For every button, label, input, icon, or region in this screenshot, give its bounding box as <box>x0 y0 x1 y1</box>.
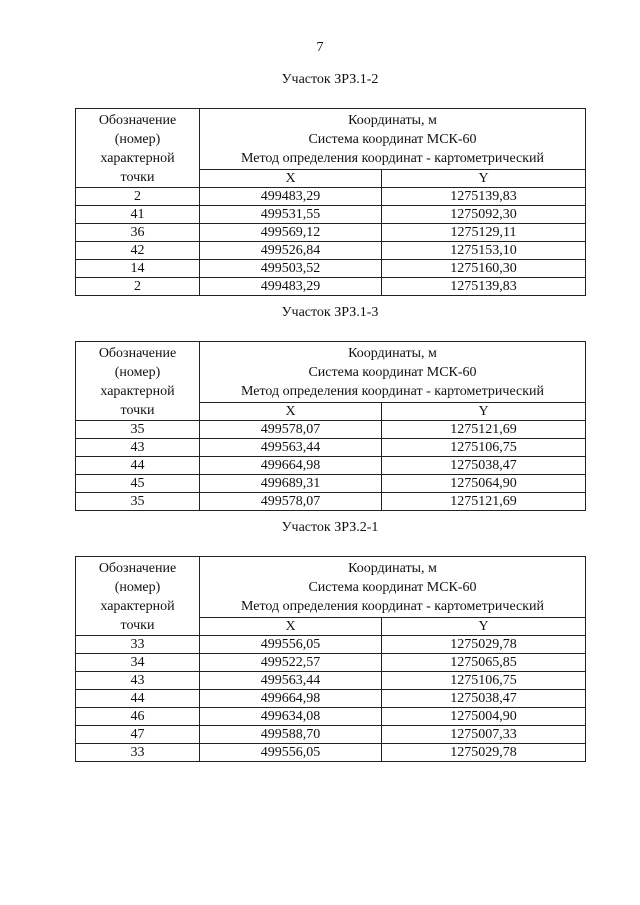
point-cell: 2 <box>76 188 200 206</box>
x-coordinate-cell: 499689,31 <box>200 475 382 493</box>
table-row <box>76 242 586 260</box>
y-coordinate-cell: 1275153,10 <box>382 242 586 260</box>
table-row <box>76 260 586 278</box>
table-header-row <box>76 557 586 618</box>
point-cell: 44 <box>76 457 200 475</box>
header-line: характерной <box>100 151 175 166</box>
x-coordinate-cell: 499483,29 <box>200 278 382 296</box>
table-row <box>76 224 586 242</box>
header-line: Метод определения координат - картометрический <box>241 151 545 166</box>
y-coordinate-cell: 1275160,30 <box>382 260 586 278</box>
table-row <box>76 672 586 690</box>
y-coordinate-cell: 1275121,69 <box>382 493 586 511</box>
header-line: точки <box>120 403 155 418</box>
y-coordinate-cell: 1275139,83 <box>382 188 586 206</box>
point-cell: 14 <box>76 260 200 278</box>
x-coordinate-cell: 499578,07 <box>200 493 382 511</box>
point-cell: 35 <box>76 493 200 511</box>
y-coordinate-cell: 1275065,85 <box>382 654 586 672</box>
x-coordinate-cell: 499522,57 <box>200 654 382 672</box>
point-cell: 36 <box>76 224 200 242</box>
header-line: Координаты, м <box>348 346 437 361</box>
x-coordinate-cell: 499588,70 <box>200 726 382 744</box>
coordinates-table <box>75 108 586 296</box>
section-title: Участок ЗРЗ.2-1 <box>281 520 379 535</box>
point-cell: 2 <box>76 278 200 296</box>
point-cell: 33 <box>76 636 200 654</box>
header-line: (номер) <box>114 132 161 147</box>
y-coordinate-cell: 1275106,75 <box>382 439 586 457</box>
x-coordinate-cell: 499563,44 <box>200 672 382 690</box>
y-coordinate-cell: 1275007,33 <box>382 726 586 744</box>
x-coordinate-cell: 499503,52 <box>200 260 382 278</box>
point-cell: 42 <box>76 242 200 260</box>
table-row <box>76 421 586 439</box>
header-line: точки <box>120 170 155 185</box>
table-header-row <box>76 342 586 403</box>
header-line: (номер) <box>114 580 161 595</box>
y-coordinate-cell: 1275029,78 <box>382 744 586 762</box>
table-row <box>76 726 586 744</box>
y-coordinate-cell: 1275139,83 <box>382 278 586 296</box>
point-designation-header <box>76 109 200 188</box>
table-row <box>76 744 586 762</box>
point-cell: 41 <box>76 206 200 224</box>
x-coordinate-cell: 499483,29 <box>200 188 382 206</box>
y-coordinate-cell: 1275106,75 <box>382 672 586 690</box>
header-line: Координаты, м <box>348 561 437 576</box>
table-row <box>76 439 586 457</box>
point-cell: 45 <box>76 475 200 493</box>
table-row <box>76 206 586 224</box>
y-coordinate-cell: 1275129,11 <box>382 224 586 242</box>
y-column-header: Y <box>382 617 586 635</box>
header-line: Система координат МСК-60 <box>308 132 477 147</box>
header-line: (номер) <box>114 365 161 380</box>
header-line: Координаты, м <box>348 113 437 128</box>
point-cell: 35 <box>76 421 200 439</box>
table-header-row <box>76 109 586 170</box>
y-coordinate-cell: 1275004,90 <box>382 708 586 726</box>
point-cell: 34 <box>76 654 200 672</box>
header-line: Обозначение <box>98 561 177 576</box>
x-coordinate-cell: 499563,44 <box>200 439 382 457</box>
coordinate-section <box>75 303 585 511</box>
header-line: Обозначение <box>98 346 177 361</box>
coordinates-header <box>200 342 586 403</box>
header-line: Система координат МСК-60 <box>308 365 477 380</box>
y-coordinate-cell: 1275029,78 <box>382 636 586 654</box>
point-cell: 43 <box>76 672 200 690</box>
point-cell: 46 <box>76 708 200 726</box>
header-line: точки <box>120 618 155 633</box>
point-cell: 33 <box>76 744 200 762</box>
table-row <box>76 636 586 654</box>
point-cell: 43 <box>76 439 200 457</box>
table-row <box>76 457 586 475</box>
y-column-header: Y <box>382 402 586 420</box>
header-line: Метод определения координат - картометрический <box>241 384 545 399</box>
x-coordinate-cell: 499569,12 <box>200 224 382 242</box>
table-row <box>76 493 586 511</box>
x-coordinate-cell: 499664,98 <box>200 457 382 475</box>
coordinate-section <box>75 518 585 762</box>
x-coordinate-cell: 499634,08 <box>200 708 382 726</box>
x-coordinate-cell: 499664,98 <box>200 690 382 708</box>
table-row <box>76 708 586 726</box>
coordinates-header <box>200 109 586 170</box>
x-coordinate-cell: 499526,84 <box>200 242 382 260</box>
y-column-header: Y <box>382 169 586 187</box>
coordinates-table <box>75 341 586 511</box>
table-row <box>76 475 586 493</box>
table-row <box>76 690 586 708</box>
x-coordinate-cell: 499556,05 <box>200 744 382 762</box>
section-title: Участок ЗРЗ.1-2 <box>281 72 379 87</box>
x-column-header: X <box>200 617 382 635</box>
x-coordinate-cell: 499578,07 <box>200 421 382 439</box>
y-coordinate-cell: 1275038,47 <box>382 690 586 708</box>
header-line: Обозначение <box>98 113 177 128</box>
coordinates-table <box>75 556 586 762</box>
section-title: Участок ЗРЗ.1-3 <box>281 305 379 320</box>
x-coordinate-cell: 499556,05 <box>200 636 382 654</box>
header-line: Система координат МСК-60 <box>308 580 477 595</box>
y-coordinate-cell: 1275038,47 <box>382 457 586 475</box>
header-line: характерной <box>100 599 175 614</box>
x-column-header: X <box>200 402 382 420</box>
coordinate-section <box>75 70 585 296</box>
coordinates-header <box>200 557 586 618</box>
point-cell: 44 <box>76 690 200 708</box>
y-coordinate-cell: 1275121,69 <box>382 421 586 439</box>
point-designation-header <box>76 342 200 421</box>
point-designation-header <box>76 557 200 636</box>
y-coordinate-cell: 1275064,90 <box>382 475 586 493</box>
x-column-header: X <box>200 169 382 187</box>
table-row <box>76 654 586 672</box>
table-row <box>76 188 586 206</box>
header-line: Метод определения координат - картометрический <box>241 599 545 614</box>
page-number: 7 <box>316 40 324 55</box>
header-line: характерной <box>100 384 175 399</box>
table-row <box>76 278 586 296</box>
y-coordinate-cell: 1275092,30 <box>382 206 586 224</box>
point-cell: 47 <box>76 726 200 744</box>
x-coordinate-cell: 499531,55 <box>200 206 382 224</box>
